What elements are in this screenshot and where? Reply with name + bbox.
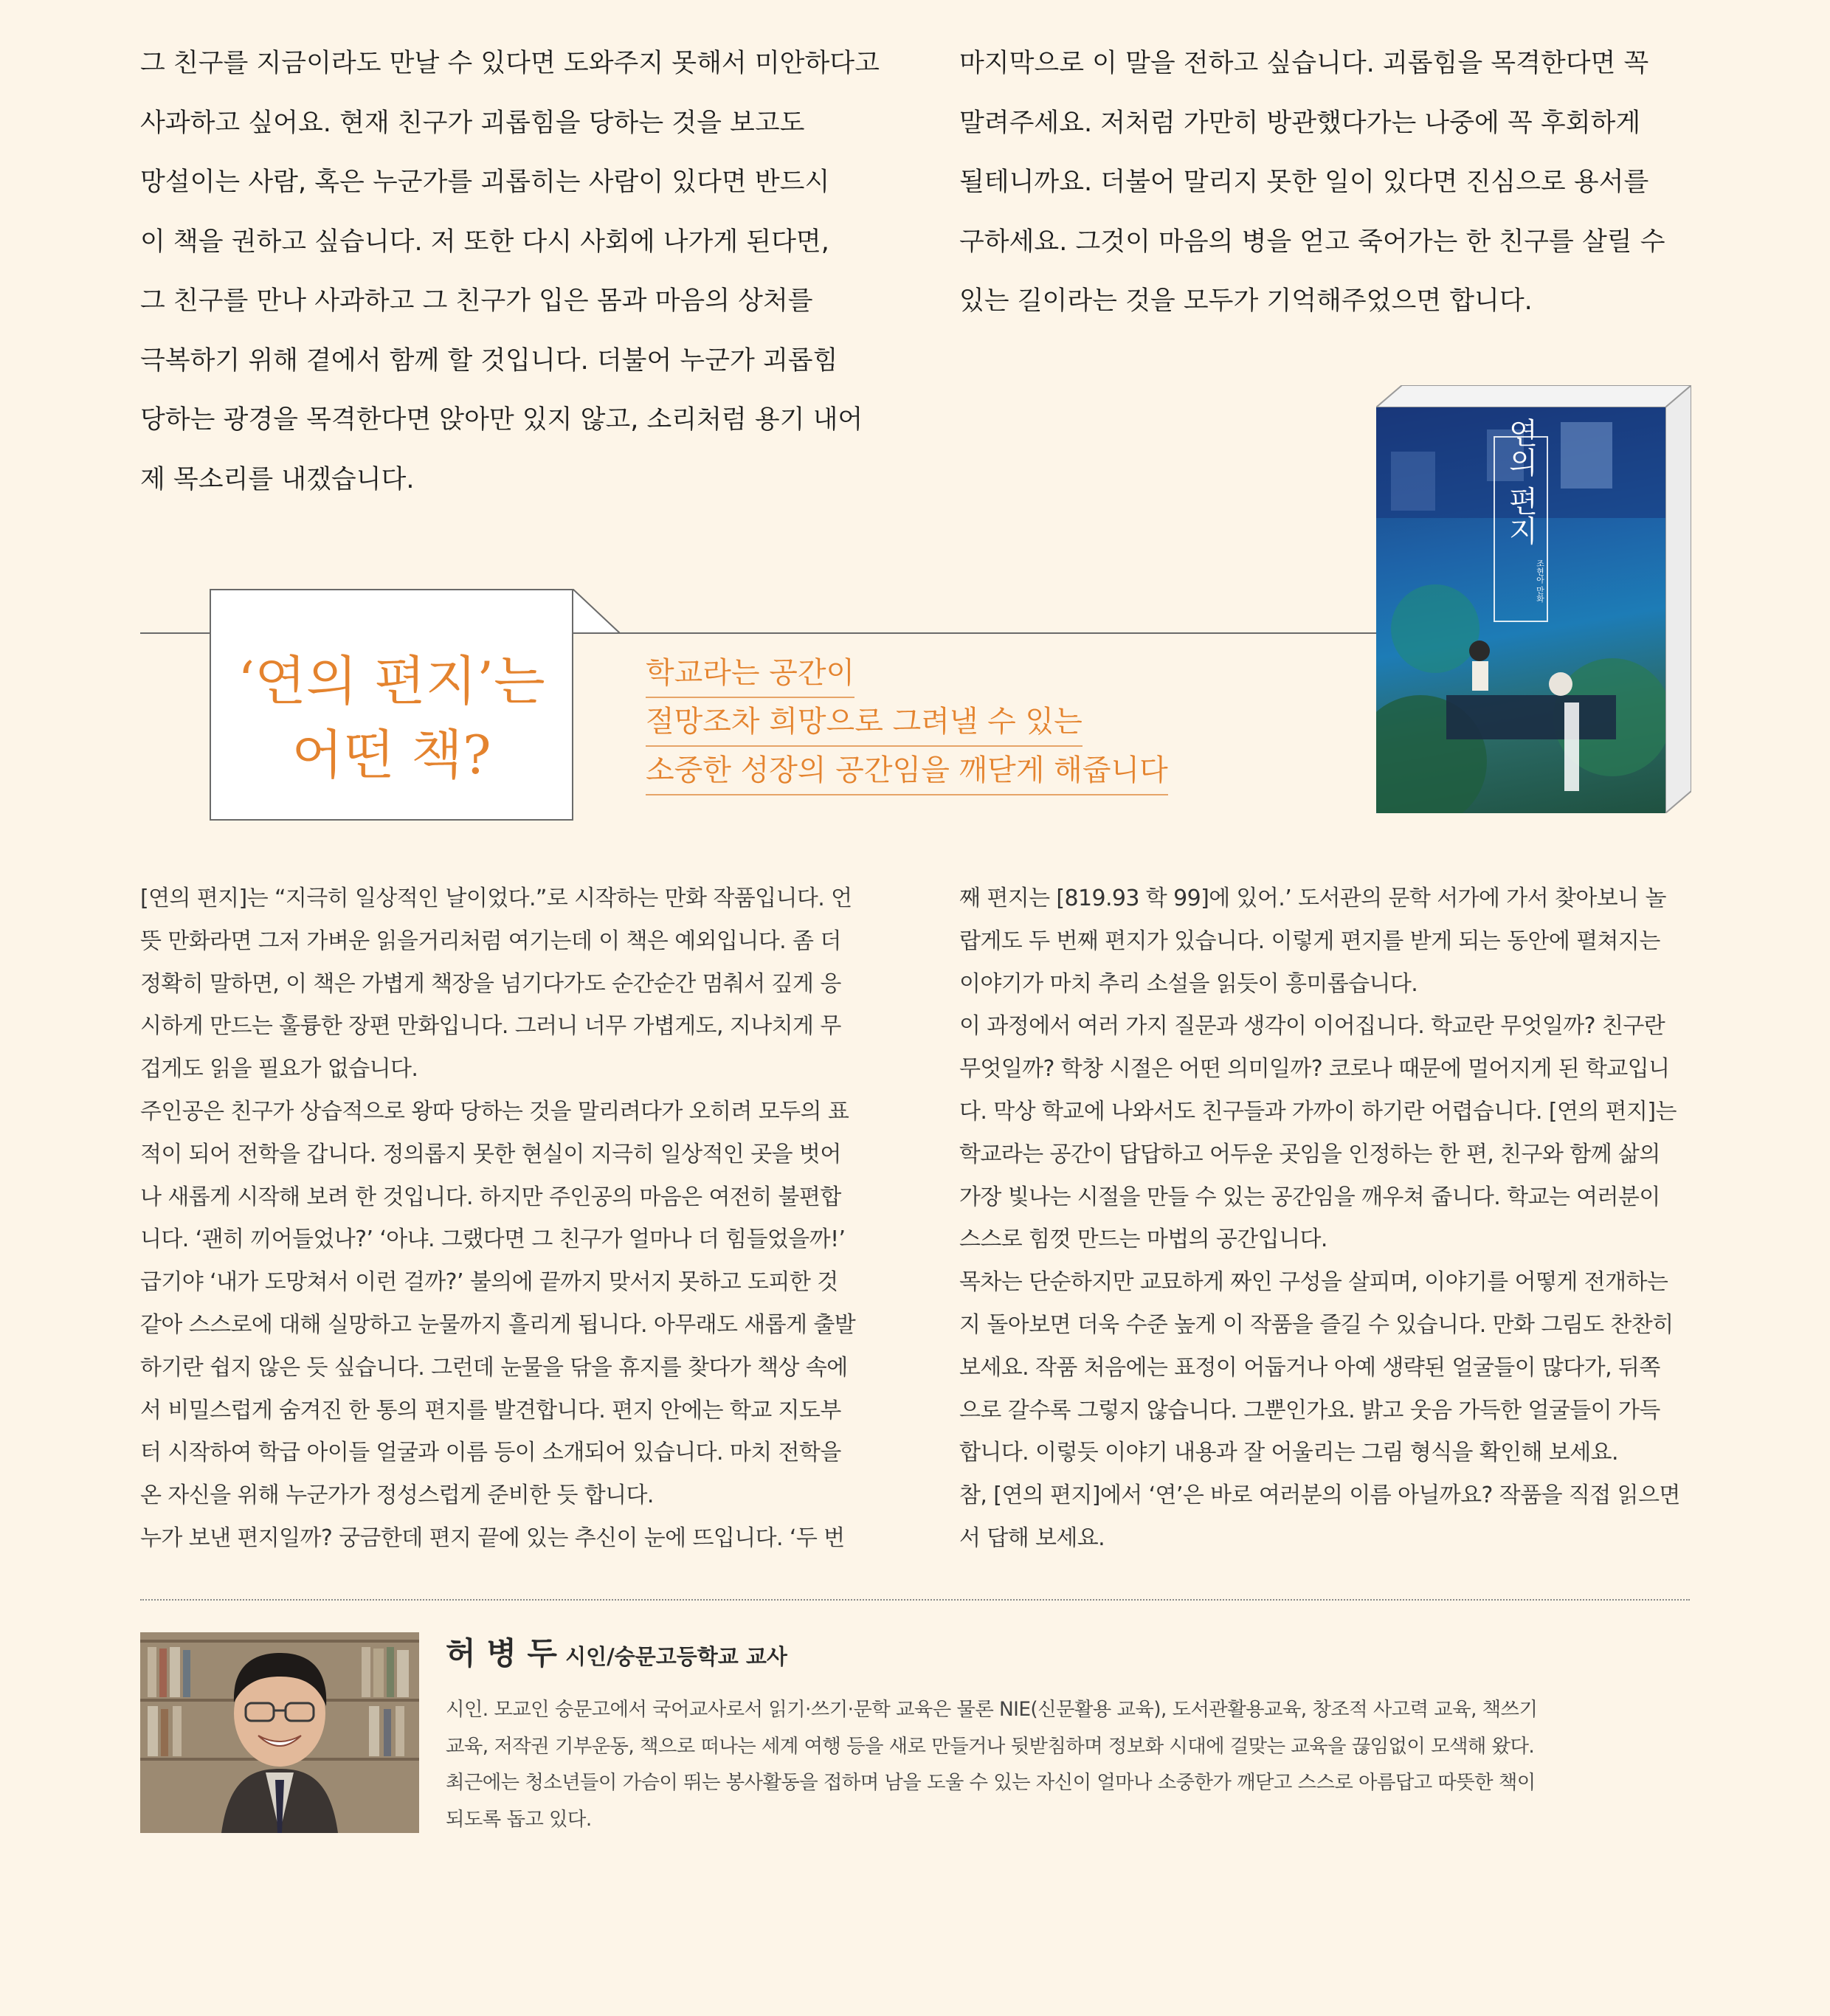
review-right-column: [959, 877, 1690, 1560]
review-line: 보세요. 작품 처음에는 표정이 어둡거나 아예 생략된 얼굴들이 많다가, 뒤쪽: [959, 1354, 1660, 1381]
letter-line: 제 목소리를 내겠습니다.: [140, 464, 415, 494]
review-line: 다. 막상 학교에 나와서도 친구들과 가까이 하기란 어렵습니다. [연의 편지]는: [959, 1098, 1677, 1125]
review-line: 무엇일까? 학창 시절은 어떤 의미일까? 코로나 때문에 멀어지게 된 학교입니: [959, 1056, 1670, 1083]
letter-line: 그 친구를 지금이라도 만날 수 있다면 도와주지 못해서 미안하다고: [140, 49, 880, 78]
subtitle-line: 소중한 성장의 공간임을 깨닫게 해줍니다: [646, 747, 1168, 795]
author-photo-illustration: [140, 1632, 419, 1833]
review-left-column: [140, 877, 878, 1560]
review-line: 이 과정에서 여러 가지 질문과 생각이 이어집니다. 학교란 무엇일까? 친구란: [959, 1013, 1665, 1040]
header-rule-left: [140, 632, 210, 634]
letter-line: 마지막으로 이 말을 전하고 싶습니다. 괴롭힘을 목격한다면 꼭: [959, 49, 1649, 78]
book-cover-illustration: [1376, 407, 1665, 813]
letter-line: 구하세요. 그것이 마음의 병을 얻고 죽어가는 한 친구를 살릴 수: [959, 227, 1665, 257]
review-line: 니다. ‘괜히 끼어들었나?’ ‘아냐. 그랬다면 그 친구가 얼마나 더 힘들었을까!’: [140, 1226, 846, 1253]
review-line: 시하게 만드는 훌륭한 장편 만화입니다. 그러니 너무 가볍게도, 지나치게 무: [140, 1013, 841, 1040]
author-photo: [140, 1632, 419, 1833]
title-box-tab: [573, 589, 621, 635]
review-line: 겁게도 읽을 필요가 없습니다.: [140, 1056, 418, 1083]
review-line: 적이 되어 전학을 갑니다. 정의롭지 못한 현실이 지극히 일상적인 곳을 벗어: [140, 1141, 841, 1167]
review-line: 학교라는 공간이 답답하고 어두운 곳임을 인정하는 한 편, 친구와 함께 삶의: [959, 1141, 1660, 1167]
letter-line: 당하는 광경을 목격한다면 앉아만 있지 않고, 소리처럼 용기 내어: [140, 405, 863, 435]
review-line: 참, [연의 편지]에서 ‘연’은 바로 여러분의 이름 아닐까요? 작품을 직접 읽으면: [959, 1482, 1680, 1509]
book-edge-top: [1376, 385, 1691, 407]
author-header: [446, 1629, 787, 1674]
bio-line: 되도록 돕고 있다.: [446, 1807, 592, 1831]
author-bio: [446, 1691, 1693, 1837]
review-line: 누가 보낸 편지일까? 궁금한데 편지 끝에 있는 추신이 눈에 뜨입니다. ‘두 번: [140, 1525, 845, 1551]
section-subtitle: [646, 649, 1168, 795]
review-line: 합니다. 이렇듯 이야기 내용과 잘 어울리는 그림 형식을 확인해 보세요.: [959, 1440, 1618, 1466]
letter-line: 있는 길이라는 것을 모두가 기억해주었으면 합니다.: [959, 286, 1533, 316]
review-line: 나 새롭게 시작해 보려 한 것입니다. 하지만 주인공의 마음은 여전히 불편합: [140, 1184, 841, 1210]
letter-line: 그 친구를 만나 사과하고 그 친구가 입은 몸과 마음의 상처를: [140, 286, 813, 316]
review-line: 서 비밀스럽게 숨겨진 한 통의 편지를 발견합니다. 편지 안에는 학교 지도부: [140, 1397, 841, 1423]
review-line: [연의 편지]는 “지극히 일상적인 날이었다.”로 시작하는 만화 작품입니다. 언: [140, 886, 852, 911]
book-cover-author: 조현아 만화: [1535, 559, 1545, 603]
review-line: 주인공은 친구가 상습적으로 왕따 당하는 것을 말리려다가 오히려 모두의 표: [140, 1098, 849, 1125]
subtitle-line: 절망조차 희망으로 그려낼 수 있는: [646, 698, 1083, 747]
review-line: 온 자신을 위해 누군가가 정성스럽게 준비한 듯 합니다.: [140, 1482, 654, 1509]
subtitle-line: 학교라는 공간이: [646, 649, 854, 698]
author-role: 시인/숭문고등학교 교사: [565, 1644, 787, 1669]
letter-line: 될테니까요. 더불어 말리지 못한 일이 있다면 진심으로 용서를: [959, 168, 1649, 197]
letter-right-column: [959, 34, 1682, 331]
review-line: 뜻 만화라면 그저 가벼운 읽을거리처럼 여기는데 이 책은 예외입니다. 좀 더: [140, 928, 841, 954]
review-line: 으로 갈수록 그렇지 않습니다. 그뿐인가요. 밝고 웃음 가득한 얼굴들이 가득: [959, 1397, 1660, 1423]
review-line: 서 답해 보세요.: [959, 1525, 1105, 1551]
letter-left-column: [140, 34, 893, 509]
review-line: 하기란 쉽지 않은 듯 싶습니다. 그런데 눈물을 닦을 휴지를 찾다가 책상 속에: [140, 1354, 848, 1381]
bio-line: 교육, 저작권 기부운동, 책으로 떠나는 세계 여행 등을 새로 만들거나 뒷받침하며 정보화 시대에 걸맞는 교육을 끊임없이 모색해 왔다.: [446, 1734, 1535, 1758]
review-line: 터 시작하여 학급 아이들 얼굴과 이름 등이 소개되어 있습니다. 마치 전학을: [140, 1440, 841, 1466]
review-line: 정확히 말하면, 이 책은 가볍게 책장을 넘기다가도 순간순간 멈춰서 깊게 응: [140, 970, 841, 997]
header-rule-right: [620, 632, 1376, 634]
review-line: 같아 스스로에 대해 실망하고 눈물까지 흘리게 됩니다. 아무래도 새롭게 출발: [140, 1311, 856, 1338]
letter-line: 말려주세요. 저처럼 가만히 방관했다가는 나중에 꼭 후회하게: [959, 108, 1641, 138]
letter-line: 이 책을 권하고 싶습니다. 저 또한 다시 사회에 나가게 된다면,: [140, 227, 829, 257]
letter-line: 사과하고 싶어요. 현재 친구가 괴롭힘을 당하는 것을 보고도: [140, 108, 805, 138]
letter-line: 극복하기 위해 곁에서 함께 할 것입니다. 더불어 누군가 괴롭힘: [140, 345, 838, 376]
letter-line: 망설이는 사람, 혹은 누군가를 괴롭히는 사람이 있다면 반드시: [140, 168, 830, 197]
author-divider: [140, 1599, 1690, 1601]
author-name: 허 병 두: [446, 1635, 557, 1671]
book-cover-title: 연의 편지: [1504, 417, 1538, 545]
section-title-box: [210, 589, 573, 821]
review-line: 랍게도 두 번째 편지가 있습니다. 이렇게 편지를 받게 되는 동안에 펼쳐지는: [959, 928, 1660, 954]
review-line: 이야기가 마치 추리 소설을 읽듯이 흥미롭습니다.: [959, 970, 1418, 997]
review-line: 목차는 단순하지만 교묘하게 짜인 구성을 살피며, 이야기를 어떻게 전개하는: [959, 1269, 1668, 1296]
bio-line: 최근에는 청소년들이 가슴이 뛰는 봉사활동을 접하며 남을 도울 수 있는 자신이 얼마나 소중한가 깨닫고 스스로 아름답고 따뜻한 책이: [446, 1771, 1536, 1794]
review-line: 가장 빛나는 시절을 만들 수 있는 공간임을 깨우쳐 줍니다. 학교는 여러분이: [959, 1184, 1660, 1210]
book-cover-image: [1376, 407, 1665, 813]
bio-line: 시인. 모교인 숭문고에서 국어교사로서 읽기·쓰기·문학 교육은 물론 NIE(신문활용 교육), 도서관활용교육, 창조적 사고력 교육, 책쓰기: [446, 1698, 1538, 1721]
review-line: 지 돌아보면 더욱 수준 높게 이 작품을 즐길 수 있습니다. 만화 그림도 찬찬히: [959, 1311, 1674, 1338]
book-edge-side: [1665, 385, 1691, 813]
review-line: 급기야 ‘내가 도망쳐서 이런 걸까?’ 불의에 끝까지 맞서지 못하고 도피한 것: [140, 1269, 838, 1296]
review-line: 스스로 힘껏 만드는 마법의 공간입니다.: [959, 1226, 1327, 1253]
section-title-line1: ‘연의 편지’는: [238, 650, 545, 712]
section-title-line2: 어떤 책?: [291, 724, 491, 786]
review-line: 째 편지는 [819.93 학 99]에 있어.’ 도서관의 문학 서가에 가서 찾아보니 놀: [959, 886, 1666, 911]
